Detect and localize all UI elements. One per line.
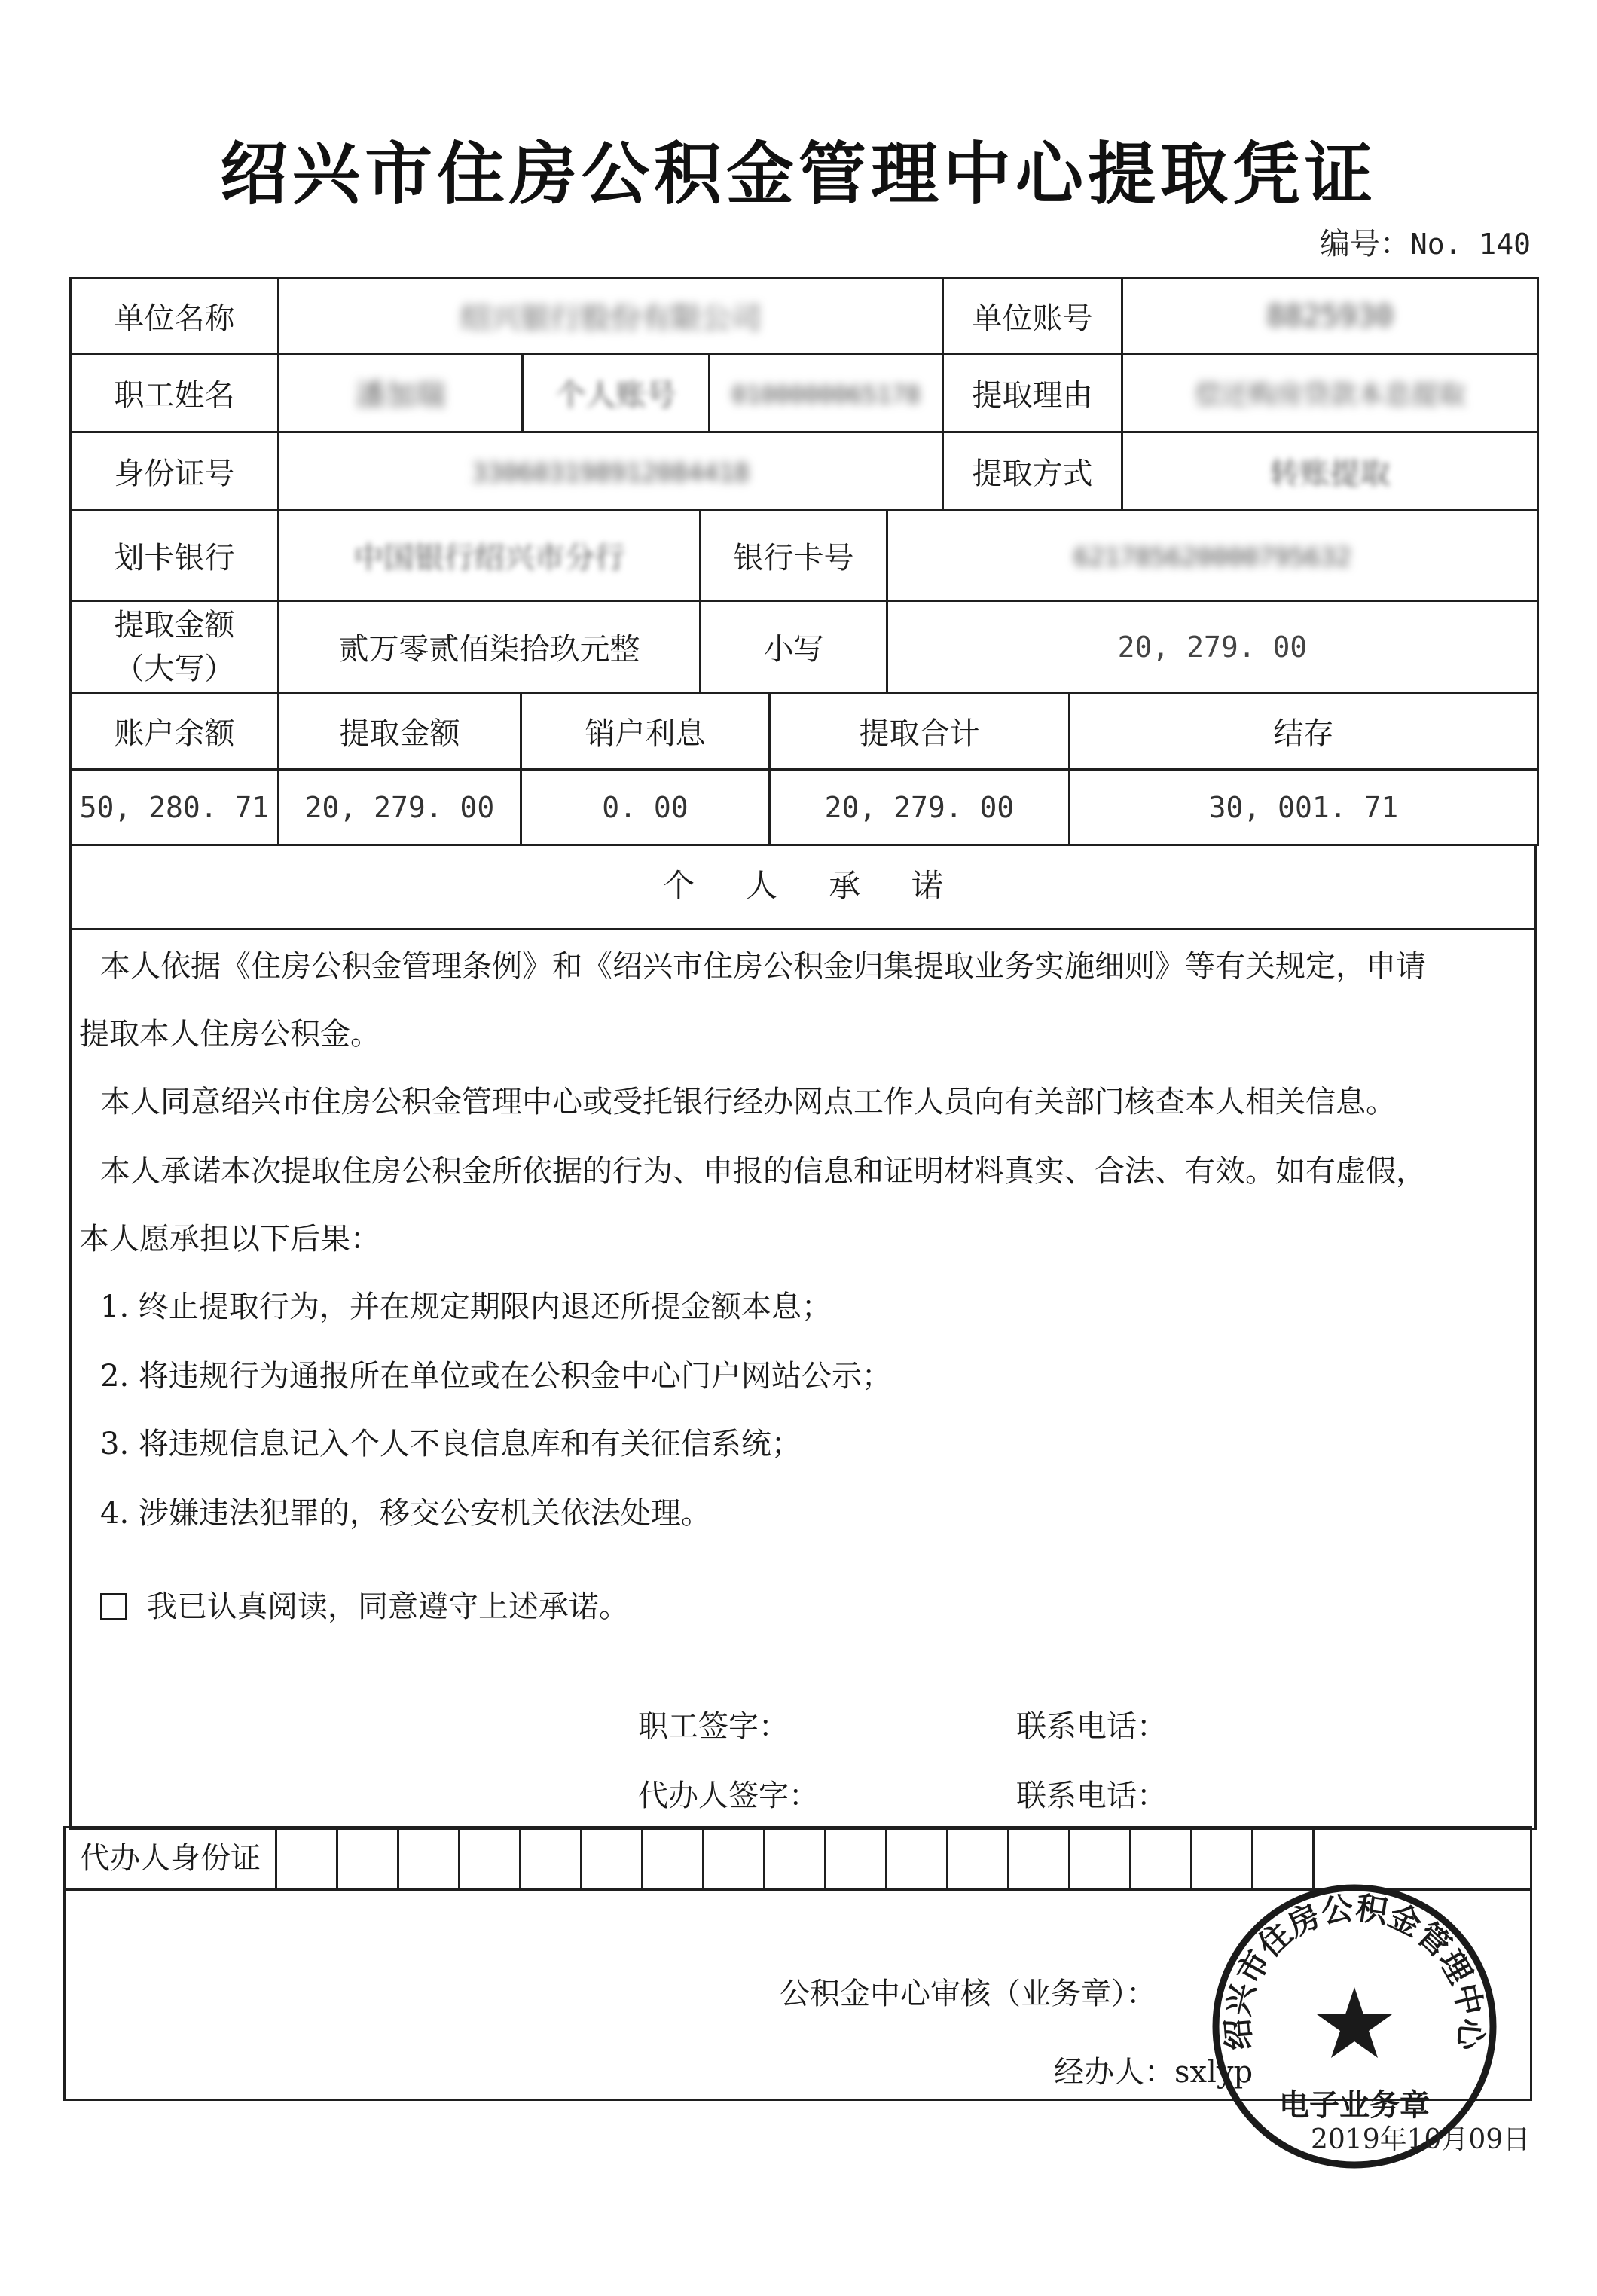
id-digit-box[interactable] [1070, 1828, 1131, 1888]
agree-checkbox-row[interactable] [79, 1589, 1519, 1624]
unit-account-label: 单位账号 [943, 279, 1122, 354]
balance-value: 30, 001. 71 [1070, 770, 1538, 845]
bank-label: 划卡银行 [71, 511, 279, 601]
card-value: 621785620000795632 [1073, 542, 1351, 572]
handler-label: 经办人： [1054, 2055, 1174, 2090]
commitment-paragraph: 本人愿承担以下后果： [79, 1222, 380, 1256]
id-digit-box[interactable] [582, 1828, 643, 1888]
id-digit-box[interactable] [1009, 1828, 1070, 1888]
serial-label: 编号： [1319, 227, 1410, 261]
seal-ring-text: 绍兴市住房公积金管理中心 [1218, 1888, 1491, 2052]
balance-value: 20, 279. 00 [279, 770, 521, 845]
review-label: 公积金中心审核（业务章）： [780, 1977, 1156, 2011]
consequence-item: 1. 终止提取行为，并在规定期限内退还所提金额本息； [100, 1290, 832, 1324]
employee-signature-label: 职工签字： [638, 1709, 789, 1744]
id-digit-box[interactable] [643, 1828, 704, 1888]
commitment-paragraph: 本人承诺本次提取住房公积金所依据的行为、申报的信息和证明材料真实、合法、有效。如有虚假， [100, 1154, 1426, 1189]
phone-label: 联系电话： [1016, 1709, 1167, 1744]
amount-label-upper: （大写） [114, 651, 235, 686]
id-number-value: 330603198912084418 [472, 457, 750, 488]
id-digit-box[interactable] [277, 1828, 338, 1888]
handler-value: sxlyp [1174, 2055, 1253, 2090]
agent-signature-label: 代办人签字： [638, 1778, 819, 1813]
id-digit-box[interactable] [338, 1828, 399, 1888]
personal-account-value: 0100000065178 [731, 380, 921, 409]
bank-table [69, 509, 1539, 694]
balance-header: 账户余额 [71, 693, 279, 770]
info-table [69, 277, 1539, 511]
id-digit-box[interactable] [948, 1828, 1009, 1888]
id-digit-box[interactable] [704, 1828, 765, 1888]
id-digit-box[interactable] [765, 1828, 826, 1888]
serial-value: No. 140 [1409, 227, 1531, 261]
document-title: 绍兴市住房公积金管理中心提取凭证 [220, 135, 1377, 214]
method-label: 提取方式 [943, 432, 1122, 511]
balance-value: 50, 280. 71 [71, 770, 279, 845]
balance-header: 提取合计 [770, 693, 1070, 770]
id-digit-box[interactable] [887, 1828, 948, 1888]
agree-checkbox[interactable] [100, 1593, 127, 1620]
balance-header: 结存 [1070, 693, 1538, 770]
agent-id-label: 代办人身份证 [66, 1828, 277, 1888]
id-number-label: 身份证号 [71, 432, 279, 511]
employee-name-label: 职工姓名 [71, 354, 279, 432]
commitment-paragraph: 本人依据《住房公积金管理条例》和《绍兴市住房公积金归集提取业务实施细则》等有关规定，申请 [100, 949, 1426, 984]
consequence-item: 3. 将违规信息记入个人不良信息库和有关征信系统； [100, 1427, 802, 1461]
seal-star-icon [1317, 1987, 1392, 2058]
amount-label: 提取金额 [114, 607, 235, 643]
consequence-item: 4. 涉嫌违法犯罪的，移交公安机关依法处理。 [100, 1496, 711, 1531]
consequence-item: 2. 将违规行为通报所在单位或在公积金中心门户网站公示； [100, 1359, 892, 1394]
id-digit-box[interactable] [460, 1828, 521, 1888]
seal-center-text: 电子业务章 [1279, 2088, 1430, 2123]
balance-table [69, 692, 1539, 846]
id-digit-box[interactable] [399, 1828, 460, 1888]
id-digit-box[interactable] [826, 1828, 887, 1888]
card-label: 银行卡号 [701, 511, 887, 601]
bank-value: 中国银行绍兴市分行 [353, 541, 625, 576]
issue-date: 2019年10月09日 [1311, 2124, 1531, 2155]
amount-upper-value: 贰万零贰佰柒拾玖元整 [279, 601, 701, 693]
phone-label: 联系电话： [1016, 1778, 1167, 1813]
reason-label: 提取理由 [943, 354, 1122, 432]
commitment-paragraph: 提取本人住房公积金。 [79, 1017, 380, 1052]
unit-name-value: 绍兴银行股份有限公司 [460, 301, 762, 336]
commitment-paragraph: 本人同意绍兴市住房公积金管理中心或受托银行经办网点工作人员向有关部门核查本人相关信息。 [100, 1085, 1396, 1119]
personal-account-label: 个人账号 [555, 378, 676, 413]
small-label: 小写 [701, 601, 887, 693]
agree-checkbox-label: 我已认真阅读，同意遵守上述承诺。 [147, 1589, 629, 1624]
amount-small-value: 20, 279. 00 [887, 601, 1538, 693]
employee-name-value: 潘加瑞 [355, 378, 446, 413]
unit-account-value: 8825930 [1266, 298, 1394, 334]
id-digit-box[interactable] [1131, 1828, 1192, 1888]
reason-value: 偿还购房贷款本息提取 [1194, 380, 1466, 411]
balance-value: 0. 00 [521, 770, 770, 845]
commitment-heading: 个人承诺 [72, 844, 1534, 930]
id-digit-box[interactable] [521, 1828, 582, 1888]
balance-value: 20, 279. 00 [770, 770, 1070, 845]
unit-name-label: 单位名称 [71, 279, 279, 354]
balance-header: 提取金额 [279, 693, 521, 770]
commitment-section [69, 844, 1537, 1830]
serial-number [1320, 220, 1531, 263]
balance-header: 销户利息 [521, 693, 770, 770]
method-value: 转账提取 [1269, 456, 1391, 491]
